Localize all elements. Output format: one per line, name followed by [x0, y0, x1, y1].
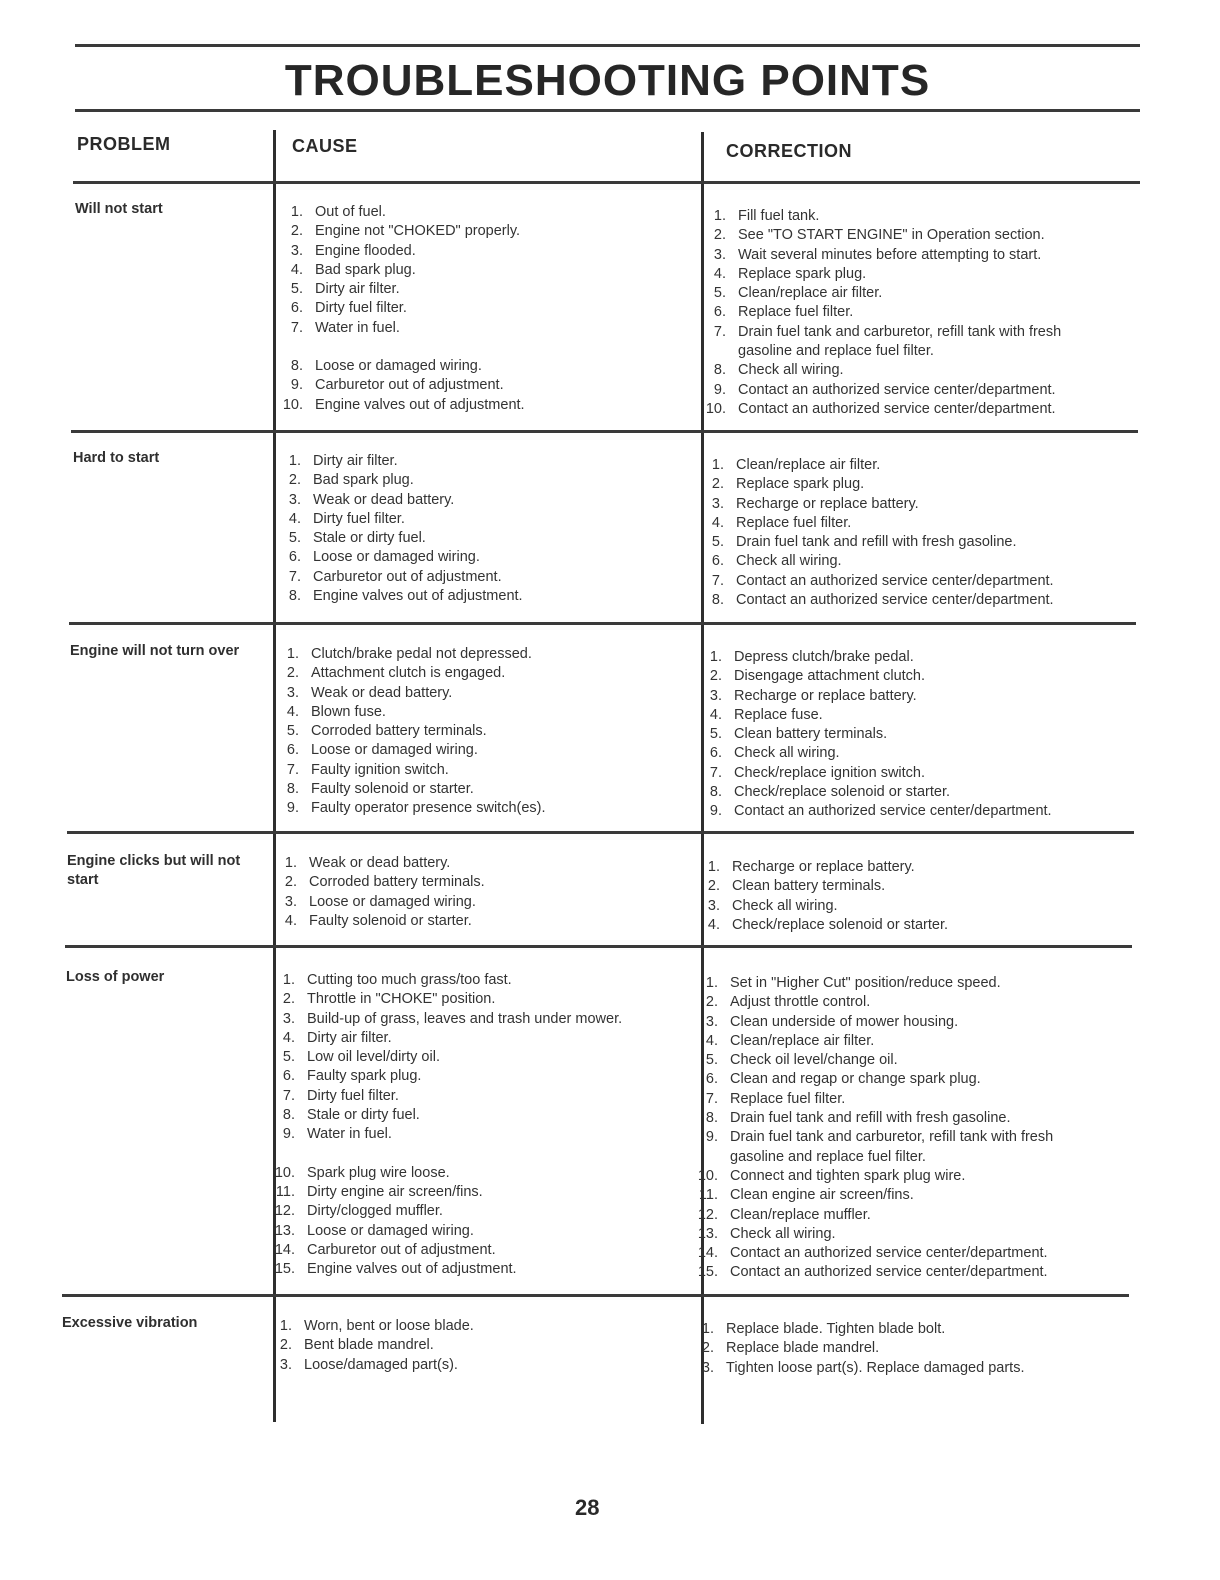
- list-item: 9. Contact an authorized service center/department.: [713, 381, 1056, 398]
- list-item: 7. Drain fuel tank and carburetor, refill tank with fresh gasoline and replace fuel filter.: [713, 323, 1062, 360]
- problem-label: Loss of power: [66, 969, 165, 985]
- list-item: 2. See "TO START ENGINE" in Operation section.: [713, 227, 1045, 244]
- list-item: 2. Adjust throttle control.: [705, 994, 871, 1011]
- list-item: 15. Engine valves out of adjustment.: [274, 1261, 517, 1278]
- cause-list: [267, 971, 667, 1279]
- top-rule: [75, 44, 1140, 47]
- list-item: 11. Dirty engine air screen/fins.: [275, 1183, 483, 1200]
- list-item: 15. Contact an authorized service center/department.: [697, 1264, 1048, 1281]
- page-number: 28: [575, 1495, 600, 1520]
- list-item: 4. Clean/replace air filter.: [705, 1032, 875, 1049]
- list-item: 1. Cutting too much grass/too fast.: [282, 972, 512, 988]
- list-item: 4. Replace fuse.: [709, 706, 823, 723]
- list-item: 10. Spark plug wire loose.: [274, 1164, 450, 1181]
- list-item: 10. Engine valves out of adjustment.: [282, 396, 525, 413]
- list-item: 2. Clean battery terminals.: [707, 878, 886, 895]
- problem-label: Will not start: [75, 201, 163, 217]
- list-item: 3. Loose or damaged wiring.: [284, 893, 476, 910]
- problem-label: Engine will not turn over: [70, 643, 240, 659]
- list-item: 7. Contact an authorized service center/department.: [711, 572, 1054, 589]
- list-item: 8. Stale or dirty fuel.: [282, 1107, 420, 1124]
- list-item: 1. Recharge or replace battery.: [707, 859, 915, 875]
- list-item: 8. Contact an authorized service center/department.: [711, 592, 1054, 609]
- list-item: 13. Check all wiring.: [697, 1225, 836, 1242]
- list-item: 4. Blown fuse.: [286, 703, 386, 720]
- list-item: 11. Clean engine air screen/fins.: [698, 1187, 914, 1204]
- list-item: 13. Loose or damaged wiring.: [274, 1222, 474, 1239]
- header-problem: PROBLEM: [77, 134, 171, 154]
- header-rule: [73, 181, 1140, 184]
- list-item: 2. Corroded battery terminals.: [284, 874, 485, 891]
- correction-list: [696, 456, 1116, 610]
- list-item: 3. Recharge or replace battery.: [709, 687, 917, 704]
- cause-list: [273, 452, 673, 606]
- list-item: 2. Attachment clutch is engaged.: [286, 665, 506, 682]
- list-item: 8. Faulty solenoid or starter.: [286, 781, 474, 798]
- list-item: 5. Drain fuel tank and refill with fresh gasoline.: [711, 534, 1017, 551]
- cause-list: [269, 854, 669, 931]
- list-item: 5. Corroded battery terminals.: [286, 723, 487, 740]
- list-item: 5. Low oil level/dirty oil.: [282, 1049, 440, 1066]
- list-item: 14. Carburetor out of adjustment.: [274, 1241, 496, 1258]
- list-item: 2. Throttle in "CHOKE" position.: [282, 991, 496, 1008]
- list-item: 4. Faulty solenoid or starter.: [284, 912, 472, 929]
- cause-list: [275, 203, 675, 415]
- list-item: 3. Tighten loose part(s). Replace damaged parts.: [701, 1359, 1025, 1376]
- row-divider: [71, 430, 1138, 433]
- list-item: 1. Replace blade. Tighten blade bolt.: [701, 1321, 946, 1337]
- list-item: 7. Faulty ignition switch.: [286, 761, 449, 778]
- list-item: 3. Build-up of grass, leaves and trash under mower.: [282, 1010, 623, 1027]
- list-item: 1. Out of fuel.: [290, 204, 386, 220]
- title-underline-rule: [75, 109, 1140, 112]
- list-item: 1. Set in "Higher Cut" position/reduce speed.: [705, 975, 1001, 991]
- list-item: 6. Dirty fuel filter.: [290, 300, 407, 317]
- list-item: 4. Replace spark plug.: [713, 265, 867, 282]
- list-item: 1. Fill fuel tank.: [713, 208, 820, 224]
- list-item: 1. Clean/replace air filter.: [711, 457, 881, 473]
- correction-list: [698, 207, 1118, 419]
- list-item: 12. Clean/replace muffler.: [697, 1206, 871, 1223]
- list-item: 1. Worn, bent or loose blade.: [279, 1318, 474, 1334]
- list-item: 2. Engine not "CHOKED" properly.: [290, 223, 521, 240]
- correction-list: [692, 858, 1112, 935]
- cause-list: [264, 1317, 664, 1375]
- row-divider: [62, 1294, 1129, 1297]
- list-item: 3. Engine flooded.: [290, 242, 416, 259]
- list-item: 3. Wait several minutes before attempting to start.: [713, 246, 1042, 263]
- list-item: 5. Clean battery terminals.: [709, 726, 888, 743]
- list-item: 4. Dirty fuel filter.: [288, 510, 405, 527]
- list-item: 2. Replace blade mandrel.: [701, 1340, 880, 1357]
- row-divider: [69, 622, 1136, 625]
- list-item: 5. Dirty air filter.: [290, 281, 400, 298]
- list-item: 2. Disengage attachment clutch.: [709, 668, 926, 685]
- list-item: 9. Faulty operator presence switch(es).: [286, 800, 546, 817]
- page-title: TROUBLESHOOTING POINTS: [284, 56, 931, 105]
- list-item: 6. Faulty spark plug.: [282, 1068, 422, 1085]
- list-item: 4. Dirty air filter.: [282, 1029, 392, 1046]
- list-item: 5. Clean/replace air filter.: [713, 285, 883, 302]
- list-item: 7. Dirty fuel filter.: [282, 1087, 399, 1104]
- list-item: 3. Clean underside of mower housing.: [705, 1013, 959, 1030]
- problem-label: Hard to start: [73, 450, 160, 466]
- list-item: 8. Check all wiring.: [713, 362, 844, 379]
- list-item: 5. Stale or dirty fuel.: [288, 530, 426, 547]
- list-item: 2. Bent blade mandrel.: [279, 1337, 434, 1354]
- list-item: 4. Check/replace solenoid or starter.: [707, 916, 948, 933]
- list-item: 9. Drain fuel tank and carburetor, refill tank with fresh gasoline and replace fuel filter.: [705, 1129, 1054, 1165]
- list-item: 6. Check all wiring.: [711, 553, 842, 570]
- list-item: 4. Replace fuel filter.: [711, 514, 852, 531]
- header-cause: CAUSE: [292, 136, 358, 156]
- list-item: 4. Bad spark plug.: [290, 261, 416, 278]
- list-item: 9. Contact an authorized service center/department.: [709, 803, 1052, 820]
- cause-list: [271, 645, 671, 819]
- header-correction: CORRECTION: [726, 141, 852, 161]
- list-item: 3. Weak or dead battery.: [286, 684, 453, 701]
- list-item: 8. Engine valves out of adjustment.: [288, 588, 523, 605]
- list-item: 3. Loose/damaged part(s).: [279, 1356, 458, 1373]
- problem-label: Excessive vibration: [62, 1315, 198, 1331]
- row-divider: [67, 831, 1134, 834]
- list-item: 6. Loose or damaged wiring.: [286, 742, 478, 759]
- list-item: 6. Clean and regap or change spark plug.: [705, 1071, 981, 1088]
- list-item: 7. Check/replace ignition switch.: [709, 764, 926, 781]
- list-item: 5. Check oil level/change oil.: [705, 1052, 898, 1069]
- list-item: 1. Clutch/brake pedal not depressed.: [286, 646, 532, 662]
- list-item: 1. Weak or dead battery.: [284, 855, 451, 871]
- list-item: 7. Carburetor out of adjustment.: [288, 568, 502, 585]
- row-divider: [65, 945, 1132, 948]
- list-item: 8. Loose or damaged wiring.: [290, 358, 482, 375]
- list-item: 7. Water in fuel.: [290, 319, 400, 336]
- correction-list: [686, 1320, 1106, 1378]
- problem-label: Engine clicks but will not start: [67, 853, 241, 888]
- list-item: 8. Drain fuel tank and refill with fresh gasoline.: [705, 1110, 1011, 1127]
- list-item: 6. Replace fuel filter.: [713, 304, 854, 321]
- list-item: 6. Check all wiring.: [709, 745, 840, 762]
- list-item: 1. Dirty air filter.: [288, 453, 398, 469]
- correction-list: [690, 974, 1110, 1283]
- list-item: 10. Contact an authorized service center/department.: [705, 400, 1056, 417]
- list-item: 10. Connect and tighten spark plug wire.: [697, 1167, 966, 1184]
- list-item: 2. Replace spark plug.: [711, 476, 865, 493]
- list-item: 2. Bad spark plug.: [288, 472, 414, 489]
- list-item: 6. Loose or damaged wiring.: [288, 549, 480, 566]
- list-item: 9. Water in fuel.: [282, 1126, 392, 1143]
- list-item: 3. Recharge or replace battery.: [711, 495, 919, 512]
- list-item: 3. Weak or dead battery.: [288, 491, 455, 508]
- list-item: 7. Replace fuel filter.: [705, 1090, 846, 1107]
- list-item: 1. Depress clutch/brake pedal.: [709, 649, 914, 665]
- list-item: 14. Contact an authorized service center/department.: [697, 1245, 1048, 1262]
- correction-list: [694, 648, 1114, 822]
- list-item: 3. Check all wiring.: [707, 897, 838, 914]
- list-item: 9. Carburetor out of adjustment.: [290, 377, 504, 394]
- list-item: 12. Dirty/clogged muffler.: [274, 1203, 443, 1220]
- list-item: 8. Check/replace solenoid or starter.: [709, 784, 950, 801]
